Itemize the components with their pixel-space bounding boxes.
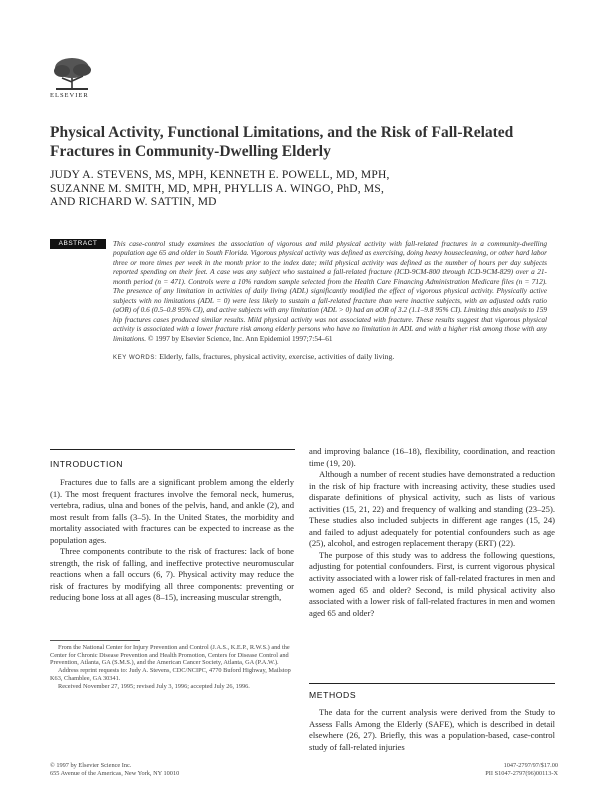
- section-divider: [309, 683, 555, 684]
- article-title: Physical Activity, Functional Limitations, and the Risk of Fall-Related Fractures in Community-Dwelling Elderly: [50, 124, 514, 160]
- paragraph: The data for the current analysis were derived from the Study to Assess Falls Among the Elderly (SAFE), which is described in detail elsewhere (26, 27). Briefly, this was a population-based, case-control study of fall-related injuries: [309, 707, 555, 752]
- paragraph: The purpose of this study was to address the following questions, adjusting for potential confounders. First, is current vigorous physical activity associated with a lower risk of fall-related fractures in men and women aged 65 and older? Second, is mild physical activity also associated with a lower risk of fall-related fractures in men and women aged 65 and older?: [309, 549, 555, 618]
- keywords-label: KEY WORDS:: [113, 355, 158, 361]
- copyright-notice: [50, 762, 294, 777]
- abstract-text: This case-control study examines the association of vigorous and mild physical activity with fall-related fractures in a community-dwelling population age 65 and older in South Florida. Vigorous physical activity was defined as exercising, doing heavy housecleaning, or other hard labor three or more times per week in the month prior to the index date; mild physical activity was defined as the number of hours per day subjects reported spending on their feet. A case was any subject who sustained a fall-related fracture (ICD-9CM-800 through ICD-9CM-829) over a 21-month period (n = 471). Controls were a 10% random sample selected from the Health Care Financing Administration Medicare files (n = 712). The presence of any limitation in activities of daily living (ADL) significantly modified the effect of vigorous physical activity. Physically active subjects with no limitations (ADL = 0) were less likely to sustain a fall-related fracture than were inactive subjects, with an adjusted odds ratio (aOR) of 0.6 (0.5–0.8 95% CI), and active subjects with any limitation (ADL > 0) had an aOR of 3.2 (1.1–9.8 95% CI). Limiting this analysis to 159 hip fractures cases produced similar results. Mild physical activity was not associated with fracture. These results suggest that vigorous physical activity is associated with a lower fracture risk among elderly persons who have no limitation in ADL and with a higher risk among those with any limitations.: [113, 239, 547, 343]
- footnotes: [50, 644, 294, 690]
- author-line: JUDY A. STEVENS, MS, MPH, KENNETH E. POWELL, MD, MPH,: [50, 169, 390, 181]
- copyright-line: © 1997 by Elsevier Science Inc.: [50, 762, 132, 769]
- methods-heading: METHODS: [309, 690, 357, 700]
- copyright-line: 655 Avenue of the Americas, New York, NY 10010: [50, 769, 180, 777]
- column-two-body: [309, 446, 555, 619]
- abstract-label: ABSTRACT: [50, 239, 106, 249]
- abstract-citation: © 1997 by Elsevier Science, Inc. Ann Epidemiol 1997;7:54–61: [147, 333, 333, 343]
- footnote: Address reprint requests to: Judy A. Stevens, CDC/NCIPC, 4770 Buford Highway, Mailstop K63, Chamblee, GA 30341.: [50, 667, 291, 682]
- paragraph: Fractures due to falls are a significant problem among the elderly (1). The most frequent fractures involve the femoral neck, humerus, vertebra, radius, ulna and bones of the pelvis, hand, and ankle (2), and most result from falls (3–5). In the United States, the morbidity and mortality associated with fractures can be expected to increase as the population ages.: [50, 477, 294, 545]
- article-codes: [440, 762, 558, 777]
- footnote: From the National Center for Injury Prevention and Control (J.A.S., K.E.P., R.W.S.) and the Center for Chronic Disease Prevention and Health Promotion, Centers for Disease Control and Prevention, Atlanta, GA (S.M.S.), and the American Cancer Society, Atlanta, GA (P.A.W.).: [50, 644, 290, 667]
- author-line: SUZANNE M. SMITH, MD, MPH, PHYLLIS A. WINGO, PhD, MS,: [50, 182, 385, 195]
- abstract: [113, 239, 547, 343]
- footnote: Received November 27, 1995; revised July 3, 1996; accepted July 26, 1996.: [58, 682, 250, 690]
- publisher-name: ELSEVIER: [50, 92, 89, 99]
- code-line: PII S1047-2797(96)00113-X: [485, 769, 558, 777]
- methods-body: [309, 707, 555, 753]
- author-line: AND RICHARD W. SATTIN, MD: [50, 196, 217, 208]
- intro-body: [50, 477, 294, 604]
- paragraph: Three components contribute to the risk of fractures: lack of bone strength, the risk of falling, and ineffective protective neuromuscular reactions when a fall occurs (6, 7). Physical activity may reduce the risk of fractures by modifying all three components: preventing or reducing bone loss at all ages (8–15), increasing muscular strength,: [50, 546, 294, 603]
- elsevier-tree-logo: [48, 56, 96, 92]
- keywords: [113, 352, 547, 363]
- footnote-divider: [50, 640, 140, 641]
- paragraph: and improving balance (16–18), flexibility, coordination, and reaction time (19, 20).: [309, 446, 555, 468]
- code-line: 1047-2797/97/$17.00: [503, 762, 558, 769]
- section-divider: [50, 449, 295, 450]
- author-list: [50, 169, 410, 210]
- paragraph: Although a number of recent studies have demonstrated a reduction in the risk of hip fracture with increasing activity, these studies used disparate definitions of physical activity, such as lists of various activities (15, 21, 22) and frequency of walking and standing (23–25). These studies also included subjects in different age ranges (15, 24) and failed to adjust adequately for potential confounders such as age (25), alcohol, and estrogen replacement therapy (ERT) (22).: [309, 469, 555, 549]
- intro-heading: INTRODUCTION: [50, 459, 124, 469]
- keywords-text: Elderly, falls, fractures, physical activity, exercise, activities of daily living.: [159, 352, 395, 361]
